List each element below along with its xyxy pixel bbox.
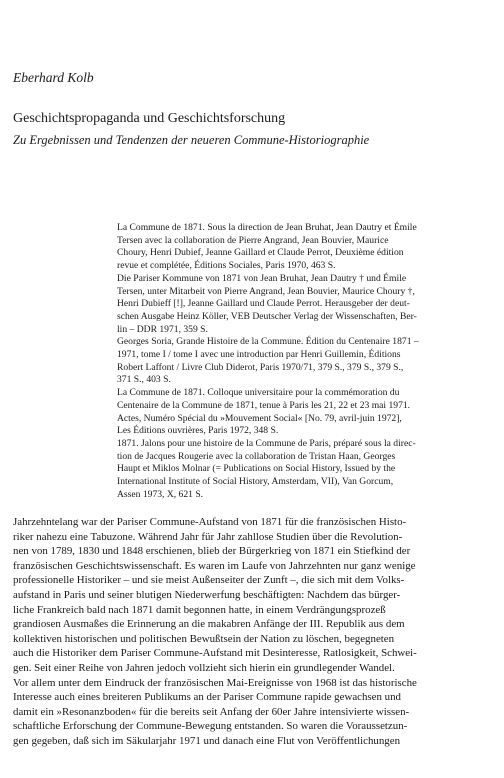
body-line: auch die Historiker dem Pariser Commune-Aufstand mit Desinteresse, Ratlosigkeit, Schwei- <box>13 647 417 660</box>
bibliography-line: Les Éditions ouvrières, Paris 1972, 348 S. <box>117 425 279 437</box>
bibliography-line: 1871. Jalons pour une histoire de la Commune de Paris, préparé sous la direc- <box>117 437 416 449</box>
bibliography-line: Tersen, unter Mitarbeit von Pierre Angrand, Jean Bouvier, Maurice Choury †, <box>117 285 415 297</box>
bibliography-line: Actes, Numéro Spécial du »Mouvement Social« [No. 79, avril-juin 1972], <box>117 412 402 424</box>
bibliography-line: Choury, Henri Dubief, Jeanne Gaillard et Claude Perrot, Deuxième édition <box>117 247 404 259</box>
body-line: damit ein »Resonanzboden« für die bereits seit Anfang der 60er Jahre intensivierte wissen- <box>13 705 410 718</box>
body-text <box>13 515 493 749</box>
body-line: nen von 1789, 1830 und 1848 erschienen, blieb der Bürgerkrieg von 1871 ein Stiefkind der <box>13 545 411 558</box>
body-line: liche Frankreich bald nach 1871 damit begonnen hatte, in einem Verdrängungsprozeß <box>13 603 386 616</box>
body-line: schaftliche Erforschung der Commune-Bewegung entstanden. So waren die Voraussetzun- <box>13 720 408 733</box>
article-title: Geschichtspropaganda und Geschichtsforschung <box>13 111 286 126</box>
body-line: Vor allem unter dem Eindruck der französischen Mai-Ereignisse von 1968 ist das historische <box>13 676 417 689</box>
bibliography-line: Georges Soria, Grande Histoire de la Commune. Édition du Centenaire 1871 – <box>117 336 419 348</box>
body-line: aufstand in Paris und seiner blutigen Niederwerfung beschäftigten: Nachdem das bürger- <box>13 588 401 601</box>
bibliography-line: 1971, tome I / tome I avec une introduction par Henri Guillemin, Éditions <box>117 349 401 361</box>
author-name: Eberhard Kolb <box>13 70 94 85</box>
bibliography-line: Henri Dubieff [!], Jeanne Gaillard und Claude Perrot. Herausgeber der deut- <box>117 298 410 310</box>
bibliography-line: La Commune de 1871. Colloque universitaire pour la commémoration du <box>117 387 400 399</box>
body-line: gen gegeben, daß sich im Säkularjahr 1971 und danach eine Flut von Veröffentlichungen <box>13 734 401 747</box>
bibliography-line: tion de Jacques Rougerie avec la collaboration de Tristan Haan, Georges <box>117 450 396 462</box>
body-line: riker nahezu eine Tabuzone. Während Jahr für Jahr zahllose Studien über die Revolution- <box>13 530 403 543</box>
bibliography-block <box>117 222 487 501</box>
bibliography-line: schen Ausgabe Heinz Köller, VEB Deutscher Verlag der Wissenschaften, Ber- <box>117 310 417 322</box>
bibliography-line: Die Pariser Kommune von 1871 von Jean Bruhat, Jean Dautry † und Émile <box>117 272 407 284</box>
body-line: grandiosen Ausmaßes die Erinnerung an die makabren Anfänge der III. Republik aus dem <box>13 618 405 631</box>
body-line: Jahrzehntelang war der Pariser Commune-Aufstand von 1871 für die französischen Histo- <box>13 516 407 528</box>
body-line: französischen Geschichtswissenschaft. Es waren im Laufe von Jahrzehnten nur ganz wenige <box>13 559 416 572</box>
bibliography-line: lin – DDR 1971, 359 S. <box>117 323 208 335</box>
bibliography-line: Haupt et Miklos Molnar (= Publications on Social History, Issued by the <box>117 463 396 475</box>
bibliography-line: Centenaire de la Commune de 1871, tenue à Paris les 21, 22 et 23 mai 1971. <box>117 399 411 411</box>
bibliography-line: Tersen avec la collaboration de Pierre Angrand, Jean Bouvier, Maurice <box>117 234 389 246</box>
body-line: professionelle Historiker – und sie meist Außenseiter der Zunft –, die sich mit dem Volks- <box>13 574 405 587</box>
body-line: Interesse auch eines breiteren Publikums an der Pariser Commune rapide gewachsen und <box>13 691 402 704</box>
bibliography-line: International Institute of Social History, Amsterdam, VII), Van Gorcum, <box>117 476 394 488</box>
body-line: kollektiven historischen und politischen Bewußtsein der Nation zu löschen, begegneten <box>13 632 395 645</box>
bibliography-line: 371 S., 403 S. <box>117 374 171 386</box>
bibliography-line: La Commune de 1871. Sous la direction de Jean Bruhat, Jean Dautry et Émile <box>117 222 417 233</box>
bibliography-line: Robert Laffont / Livre Club Diderot, Paris 1970/71, 379 S., 379 S., 379 S., <box>117 361 404 373</box>
body-line: gen. Seit einer Reihe von Jahren jedoch vollzieht sich hierin ein grundlegender Wandel. <box>13 661 395 674</box>
bibliography-line: Assen 1973, X, 621 S. <box>117 488 204 500</box>
bibliography-line: revue et complétée, Éditions Sociales, Paris 1970, 463 S. <box>117 260 336 272</box>
article-subtitle: Zu Ergebnissen und Tendenzen der neueren Commune-Historiographie <box>13 133 370 147</box>
